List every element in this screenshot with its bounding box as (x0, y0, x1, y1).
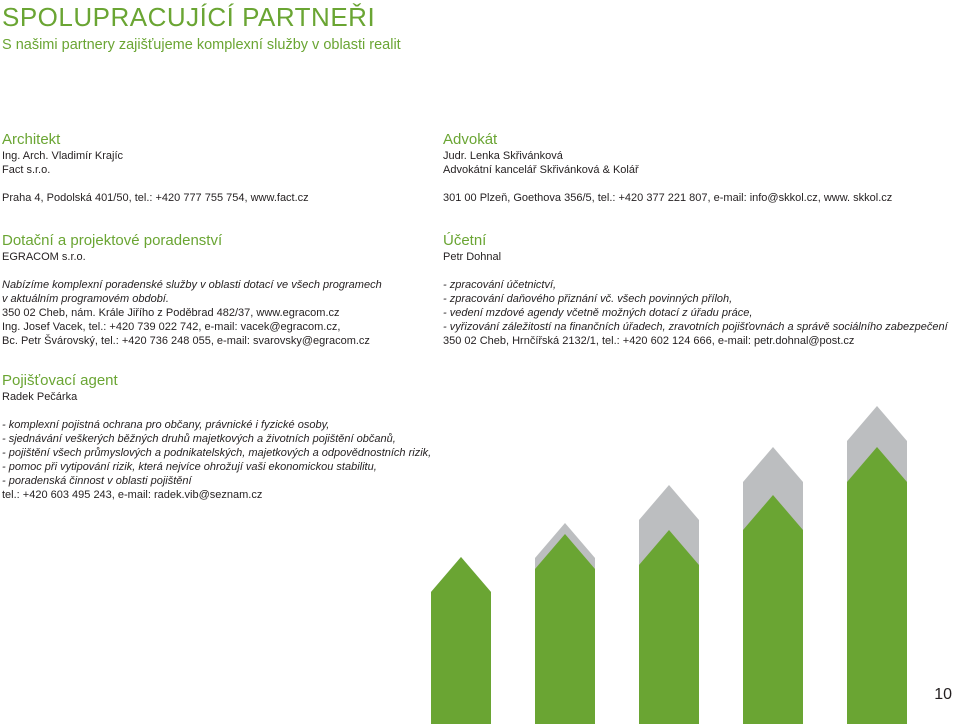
ucetni-service-item: - vyřizování záležitostí na finančních úřadech, zravotních pojišťovnách a správě sociálního zabezpečení (443, 321, 948, 333)
pojistovaci-service-item: - pojištění všech průmyslových a podnikatelských, majetkových a odpovědnostních rizik, (2, 447, 432, 459)
architekt-company: Fact s.r.o. (2, 164, 51, 176)
green-house-bar-2 (535, 534, 595, 724)
page-title: SPOLUPRACUJÍCÍ PARTNEŘI (2, 2, 376, 32)
ucetni-section (443, 232, 948, 348)
dotacni-company: EGRACOM s.r.o. (2, 251, 86, 263)
dotacni-contact-line: Ing. Josef Vacek, tel.: +420 739 022 742, e-mail: vacek@egracom.cz, (2, 321, 341, 333)
advokat-name: Judr. Lenka Skřivánková (443, 150, 563, 162)
architekt-contact: Praha 4, Podolská 401/50, tel.: +420 777 755 754, www.fact.cz (2, 192, 309, 204)
pojistovaci-service-item: - sjednávání veškerých běžných druhů majetkových a životních pojištění občanů, (2, 433, 396, 445)
dotacni-section (2, 232, 382, 348)
ucetni-service-item: - zpracování účetnictví, (443, 279, 557, 291)
dotacni-contact-line: Bc. Petr Švárovský, tel.: +420 736 248 055, e-mail: svarovsky@egracom.cz (2, 335, 370, 347)
pojistovaci-service-item: - poradenská činnost v oblasti pojištění (2, 475, 192, 487)
section-heading: Pojišťovací agent (2, 372, 118, 389)
pojistovaci-service-item: - komplexní pojistná ochrana pro občany, právnické i fyzické osoby, (2, 419, 330, 431)
page-number: 10 (934, 686, 952, 703)
ucetni-service-item: - vedení mzdové agendy včetně možných dotací z úřadu práce, (443, 307, 753, 319)
pojistovaci-contact: tel.: +420 603 495 243, e-mail: radek.vib@seznam.cz (2, 489, 263, 501)
pojistovaci-section (2, 372, 431, 502)
section-heading: Advokát (443, 131, 498, 148)
dotacni-intro-line: v aktuálním programovém období. (2, 293, 169, 305)
advokat-company: Advokátní kancelář Skřivánková & Kolář (443, 164, 639, 176)
pojistovaci-name: Radek Pečárka (2, 391, 78, 403)
dotacni-contact-line: 350 02 Cheb, nám. Krále Jiřího z Poděbrad 482/37, www.egracom.cz (2, 307, 340, 319)
green-house-bar-3 (639, 530, 699, 724)
section-heading: Architekt (2, 131, 61, 148)
section-heading: Dotační a projektové poradenství (2, 232, 223, 249)
ucetni-contact: 350 02 Cheb, Hrnčířská 2132/1, tel.: +420 602 124 666, e-mail: petr.dohnal@post.cz (443, 335, 855, 347)
advokat-section (443, 131, 892, 205)
green-house-bar-4 (743, 495, 803, 724)
green-house-bar-5 (847, 447, 907, 724)
section-heading: Účetní (443, 232, 487, 249)
dotacni-intro-line: Nabízíme komplexní poradenské služby v oblasti dotací ve všech programech (2, 279, 382, 291)
ucetni-service-item: - zpracování daňového přiznání vč. všech povinných příloh, (443, 293, 733, 305)
green-house-bar-1 (431, 557, 491, 724)
architekt-name: Ing. Arch. Vladimír Krajíc (2, 150, 124, 162)
advokat-contact: 301 00 Plzeň, Goethova 356/5, tel.: +420 377 221 807, e-mail: info@skkol.cz, www. skkol.cz (443, 192, 893, 204)
pojistovaci-service-item: - pomoc při vytipování rizik, která nejvíce ohrožují vaši ekonomickou stabilitu, (2, 461, 377, 473)
ucetni-name: Petr Dohnal (443, 251, 502, 263)
architekt-section (2, 131, 309, 205)
page-subtitle: S našimi partnery zajišťujeme komplexní služby v oblasti realit (2, 37, 401, 53)
